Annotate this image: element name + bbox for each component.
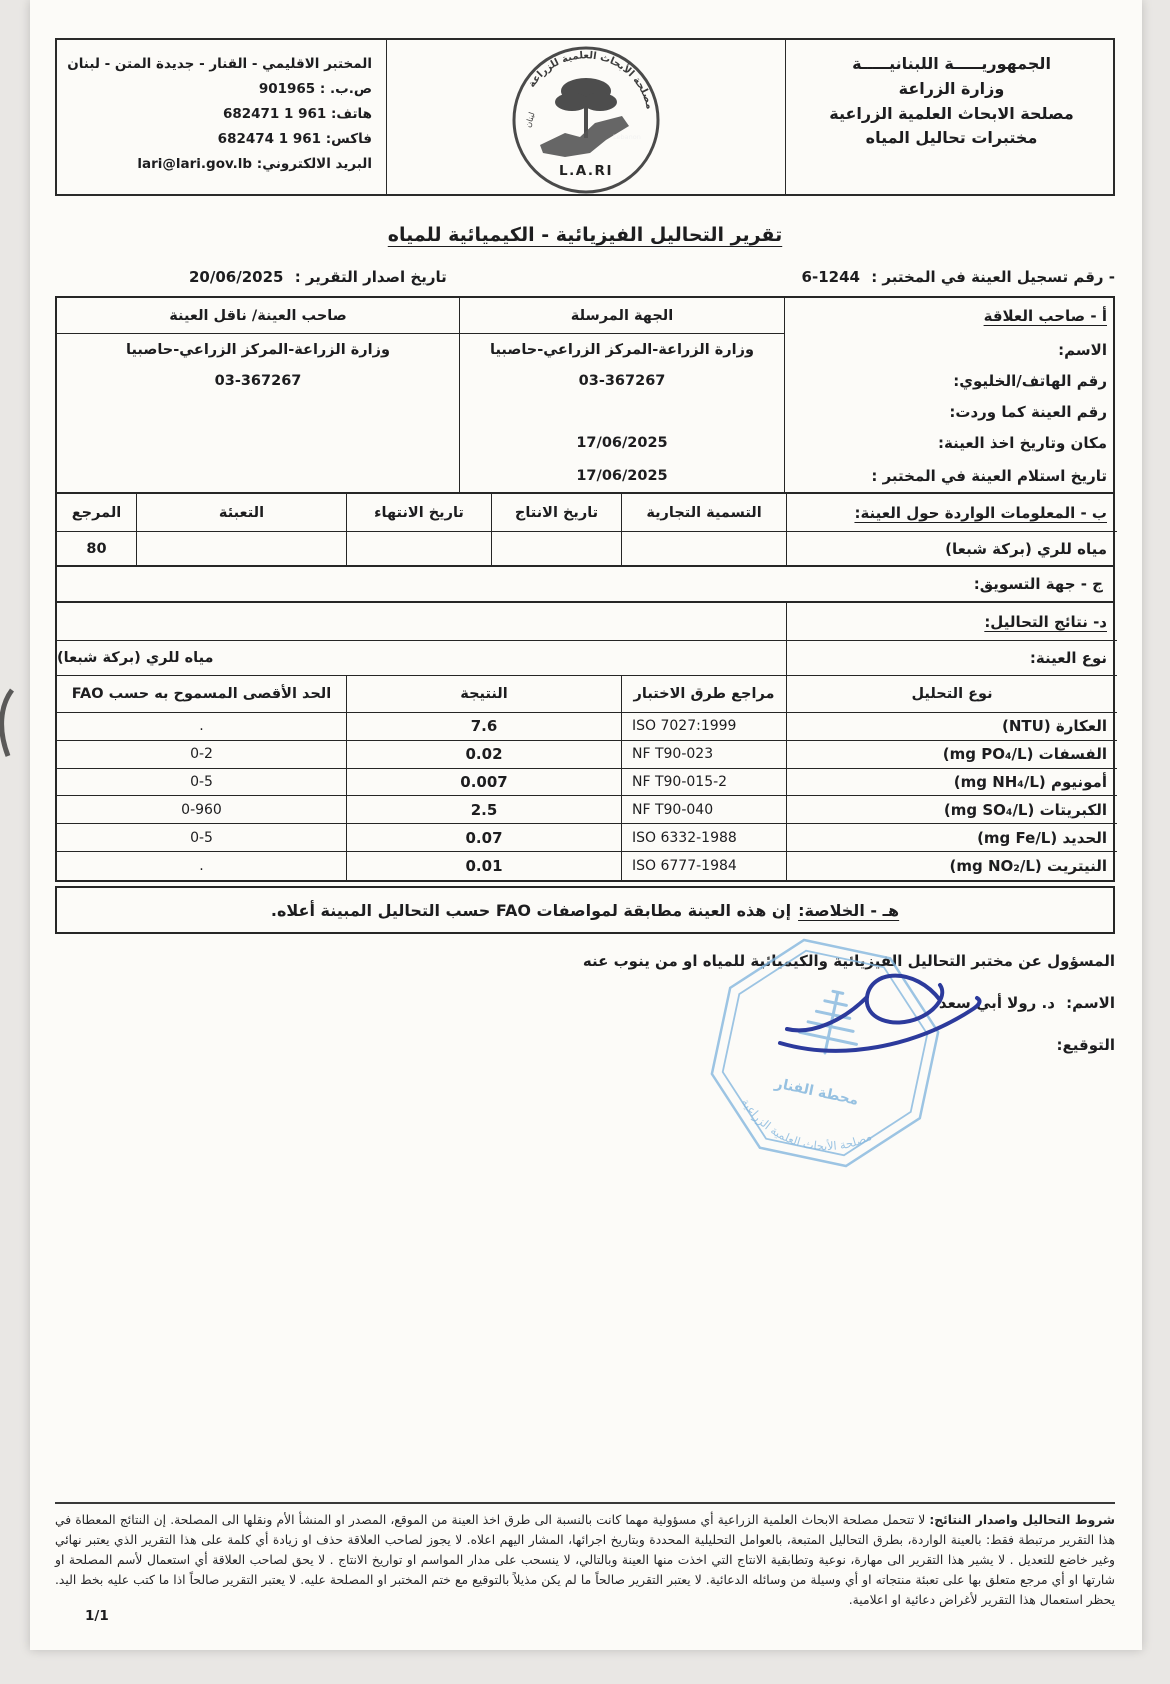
section-a-title: أ - صاحب العلاقة: [983, 307, 1107, 325]
page-number: 1/1: [85, 1608, 109, 1624]
cell-expiry: [347, 532, 492, 565]
logo-country-label: Lebanon: [613, 133, 641, 141]
result-sulfate: 2.5: [347, 796, 622, 824]
letterhead-org-block: [785, 40, 1117, 196]
terms-footer: [55, 1502, 1115, 1611]
analysis-sulfate: الكبريتات (mg SO₄/L): [787, 796, 1117, 824]
section-c-row: [55, 565, 1115, 603]
lab-phone: هاتف: 961 1 682471: [222, 105, 372, 122]
section-b-title: ب - المعلومات الواردة حول العينة:: [787, 494, 1117, 532]
col-header-limit: الحد الأقصى المسموح به حسب FAO: [57, 676, 347, 713]
lab-address: المختبر الاقليمي - القنار - جديدة المتن - لبنان: [67, 56, 372, 72]
sample-registration-label: - رقم تسجيل العينة في المختبر :: [871, 268, 1115, 286]
col-header-reference: المرجع: [57, 494, 137, 532]
cell-production: [492, 532, 622, 565]
report-date-value: 20/06/2025: [189, 268, 284, 286]
limit-turbidity: .: [57, 713, 347, 741]
letterhead-contact-block: [57, 40, 387, 196]
result-ammonium: 0.007: [347, 769, 622, 797]
stamp-org-text: مصلحة الأبحاث العلمية الزراعية: [738, 1095, 874, 1154]
logo-acronym: L.A.RI: [559, 163, 613, 179]
limit-nitrite: .: [57, 852, 347, 880]
limit-phosphate: 0-2: [57, 741, 347, 769]
method-ammonium: NF T90-015-2: [622, 769, 787, 797]
responsible-line: المسؤول عن مختبر التحاليل الفيزيائية والكيميائية للمياه او من ينوب عنه: [582, 952, 1115, 970]
org-line-institute: مصلحة الابحاث العلمية الزراعية: [829, 103, 1074, 123]
method-phosphate: NF T90-023: [622, 741, 787, 769]
report-date: [183, 268, 447, 286]
logo-ring-text: مصلحة الأبحاث العلمية للزراعة: [526, 50, 655, 111]
section-c-title: ج - جهة التسويق:: [973, 575, 1103, 593]
method-iron: ISO 6332-1988: [622, 824, 787, 852]
stamp-cedar-icon: [797, 986, 867, 1059]
terms-text: لا تتحمل مصلحة الابحاث العلمية الزراعية أي مسؤولية مهما كانت بالنسبة الى طرق اخذ العينة من الموقع، المصدر او المنشأ الأم ونقلها الى المصلحة. إن النتائج المعطاة في هذا التقرير مرتبطة فقط: بالعينة الواردة، بطرق التحاليل المتبعة، بالعوامل التحليلية المحددة وبتاريخ اجرائها، المشار اليهم اعلاه. لا يجوز لصاحب العلاقة حذف او زيادة أي كلمة على هذا التقرير الذي يعتبر نهائي وغير خاضع للتعديل . لا يشير هذا التقرير الى مهارة، نوعية وتطابقية الانتاج التي اخذت منها العينة وبالتالي، لا ينسحب على مدار المواسم او تواريخ الانتاج . لا يحق لصاحب العلاقة أي استعمال لأسم المصلحة او شارتها او أي مرجع متعلق بها على تعبئة منتجاته او أي وسيلة من وسائله الدعائية. لا يعتبر التقرير صالحاً ما لم يكن مذيلاً بالتوقيع مع ختم المختبر او المصلحة عليه. لا يعتبر التقرير صالحاً اذا ما كتب عليه بخط اليد. يحظر استعمال هذا التقرير لأغراض دعائية او اعلامية.: [55, 1513, 1115, 1607]
sample-type-label: نوع العينة:: [787, 641, 1117, 676]
result-iron: 0.07: [347, 824, 622, 852]
lari-logo: [387, 40, 785, 196]
col-header-packaging: التعبئة: [137, 494, 347, 532]
analysis-iron: الحديد (mg Fe/L): [787, 824, 1117, 852]
cell-reference: 80: [57, 532, 137, 565]
sender-place-date: 17/06/2025: [460, 427, 785, 459]
report-title: تقرير التحاليل الفيزيائية - الكيميائية للمياه: [387, 224, 783, 246]
scan-edge-artifact: [0, 688, 18, 758]
org-line-republic: الجمهوريـــــة اللبنانيـــــة: [852, 54, 1051, 73]
conclusion-label: هـ - الخلاصة:: [798, 900, 900, 920]
result-turbidity: 7.6: [347, 713, 622, 741]
section-a-table: [55, 296, 1115, 494]
sender-sample-no: [460, 396, 785, 427]
sender-phone: 03-367267: [460, 365, 785, 396]
conclusion-text: إن هذه العينة مطابقة لمواصفات FAO حسب التحاليل المبينة أعلاه.: [270, 900, 792, 920]
owner-received-date: [57, 459, 460, 492]
col-header-expiry: تاريخ الانتهاء: [347, 494, 492, 532]
section-d-title: د- نتائج التحاليل:: [787, 603, 1117, 641]
cell-packaging: [137, 532, 347, 565]
limit-sulfate: 0-960: [57, 796, 347, 824]
lab-fax: فاكس: 961 1 682474: [217, 130, 372, 147]
org-line-ministry: وزارة الزراعة: [898, 78, 1005, 98]
col-header-production: تاريخ الانتاج: [492, 494, 622, 532]
col-header-trade-name: التسمية التجارية: [622, 494, 787, 532]
sample-registration-no: 1244-6: [801, 268, 860, 286]
method-turbidity: ISO 7027:1999: [622, 713, 787, 741]
col-header-sender: الجهة المرسلة: [460, 298, 785, 334]
owner-place-date: [57, 427, 460, 459]
lab-email: البريد الالكتروني: lari@lari.gov.lb: [137, 155, 372, 172]
section-b-table: [55, 492, 1115, 567]
limit-iron: 0-5: [57, 824, 347, 852]
analysis-nitrite: النيتريت (mg NO₂/L): [949, 856, 1107, 875]
label-sample-no: رقم العينة كما وردت:: [949, 402, 1107, 421]
analysis-phosphate: الفسفات (mg PO₄/L): [787, 741, 1117, 769]
section-d-table: [55, 601, 1115, 882]
col-header-analysis: نوع التحليل: [787, 676, 1117, 713]
label-name: الاسم:: [1058, 340, 1107, 359]
col-header-owner: صاحب العينة/ ناقل العينة: [57, 298, 460, 334]
report-date-label: تاريخ اصدار التقرير :: [294, 268, 447, 286]
limit-ammonium: 0-5: [57, 769, 347, 797]
analysis-turbidity: العكارة (NTU): [787, 713, 1117, 741]
signatory-name: د. رولا أبي سعد: [938, 994, 1055, 1012]
lab-pobox: ص.ب. : 901965: [258, 80, 372, 97]
section-d-spacer: [57, 603, 787, 641]
cell-trade-name: [622, 532, 787, 565]
sample-registration: [796, 268, 1115, 286]
meta-line: [55, 268, 1115, 286]
col-header-result: النتيجة: [347, 676, 622, 713]
svg-text:مصلحة الأبحاث العلمية الزراعية: [739, 1096, 874, 1153]
signatory-name-line: [939, 994, 1115, 1012]
col-header-method: مراجع طرق الاختبار: [622, 676, 787, 713]
sender-received-date: 17/06/2025: [460, 459, 785, 492]
report-content: [55, 0, 1115, 1684]
label-place-date: مكان وتاريخ اخذ العينة:: [938, 434, 1107, 452]
stamp-station-text: محطة الفنار: [773, 1075, 860, 1109]
signatory-name-label: الاسم:: [1066, 994, 1115, 1012]
result-phosphate: 0.02: [347, 741, 622, 769]
cell-sample: مياه للري (بركة شبعا): [945, 539, 1107, 558]
label-phone: رقم الهاتف/الخليوي:: [953, 371, 1107, 390]
result-nitrite: 0.01: [347, 852, 622, 880]
method-sulfate: NF T90-040: [622, 796, 787, 824]
org-line-labs: مختبرات تحاليل المياه: [865, 128, 1038, 148]
method-nitrite: ISO 6777-1984: [622, 852, 787, 880]
analysis-ammonium: أمونيوم (mg NH₄/L): [787, 769, 1117, 797]
owner-phone: 03-367267: [57, 365, 460, 396]
owner-sample-no: [57, 396, 460, 427]
sender-name: وزارة الزراعة-المركز الزراعي-حاصبيا: [460, 334, 785, 365]
label-received-date: تاريخ استلام العينة في المختبر :: [871, 466, 1107, 485]
terms-label: شروط التحاليل واصدار النتائج:: [929, 1513, 1115, 1527]
conclusion-box: [55, 886, 1115, 934]
sample-type-value: مياه للري (بركة شبعا): [57, 641, 787, 676]
letterhead-box: [55, 38, 1115, 196]
lari-logo-icon: [510, 44, 662, 196]
logo-side-text: لبنان: [523, 111, 537, 129]
owner-name: وزارة الزراعة-المركز الزراعي-حاصبيا: [57, 334, 460, 365]
signature-label: التوقيع:: [1056, 1036, 1115, 1054]
signature-scribble: [780, 976, 980, 1051]
